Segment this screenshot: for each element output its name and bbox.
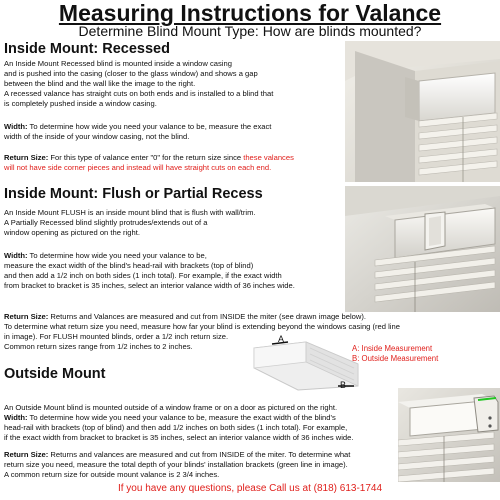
text-line: A common return size for outside mount valance is 2 3/4 inches. [4, 469, 220, 479]
legend-outside-measurement: B: Outside Measurement [352, 354, 439, 363]
text-line: A Partially Recessed blind slightly protrudes/extends out of a [4, 217, 208, 227]
text-line: Returns and valances are measured and cut from INSIDE of the miter. To determine what [48, 450, 351, 459]
text-line: head-rail with brackets (top of blind) and then add 1/2 inches on both sides (1 inch total). For example, [4, 422, 348, 432]
label-a: A [278, 334, 285, 344]
text-line: in image). For FLUSH mounted blinds, order a 1/2 inch return size. [4, 331, 229, 341]
text-line: Returns and Valances are measured and cut from INSIDE the miter (see drawn image below). [48, 312, 366, 321]
recessed-description [4, 59, 273, 109]
text-line: measure the exact width of the blind's head-rail with brackets (top of blind) [4, 260, 254, 270]
return-size-label: Return Size: [4, 153, 49, 162]
text-line: For this type of valance enter "0" for the return size since [48, 153, 244, 162]
text-line: To determine how wide you need your valance to be, measure the exact [27, 122, 272, 131]
outside-width-instructions [4, 413, 354, 443]
red-warning-text: these valances [243, 153, 294, 162]
text-line: between the blind and the wall like the image to the right. [4, 78, 196, 88]
section-heading-outside: Outside Mount [4, 366, 106, 382]
text-line: if the exact width from bracket to bracket is 35 inches, select an interior valance width of 36 inches wide. [4, 432, 354, 442]
flush-description [4, 208, 256, 238]
text-line: An Inside Mount FLUSH is an inside mount blind that is flush with wall/trim. [4, 208, 256, 217]
outside-blind-photo [398, 388, 500, 482]
text-line: To determine how wide you need your valance to be, [27, 251, 207, 260]
recessed-width-instructions [4, 122, 271, 142]
recessed-blind-photo [345, 41, 500, 182]
text-line: return size you need, measure the total depth of your blinds' installation brackets (green line in image). [4, 459, 348, 469]
width-label: Width: [4, 251, 28, 260]
return-size-label: Return Size: [4, 450, 49, 459]
flush-blind-photo [345, 186, 500, 312]
section-heading-recessed: Inside Mount: Recessed [4, 41, 170, 57]
flush-width-instructions [4, 251, 295, 291]
page-subtitle: Determine Blind Mount Type: How are blinds mounted? [78, 23, 422, 39]
text-line: To determine how wide you need your valance to be, measure the exact width of the blind's [27, 413, 336, 422]
text-line: An Inside Mount Recessed blind is mounted inside a window casing [4, 59, 232, 68]
outside-return-instructions [4, 450, 350, 480]
label-b: B [340, 380, 347, 390]
recessed-return-instructions [4, 153, 294, 173]
return-size-label: Return Size: [4, 312, 49, 321]
page-title: Measuring Instructions for Valance [58, 0, 442, 26]
text-line: An Outside Mount blind is mounted outside of a window frame or on a door as pictured on the right. [4, 403, 338, 412]
text-line: To determine what return size you need, measure how far your blind is extending beyond the windows casing (red line [4, 321, 400, 331]
red-warning-text: will not have side corner pieces and instead will have straight cuts on each end. [4, 162, 272, 172]
width-label: Width: [4, 122, 28, 131]
legend-inside-measurement: A: Inside Measurement [352, 344, 433, 353]
text-line: and is pushed into the casing (closer to the glass window) and shows a gap [4, 68, 258, 78]
contact-footer: If you have any questions, please Call us at (818) 613-1744 [117, 483, 383, 494]
section-heading-flush: Inside Mount: Flush or Partial Recess [4, 186, 263, 202]
text-line: window opening as pictured on the right. [4, 227, 140, 237]
text-line: A recessed valance has straight cuts on both ends and is installed to a blind that [4, 88, 274, 98]
text-line: from bracket to bracket is 35 inches, select an interior valance width of 36 inches wide. [4, 280, 295, 290]
text-line: width of the inside of your window casing, not the blind. [4, 131, 190, 141]
outside-description [4, 403, 337, 413]
text-line: Common return sizes range from 1/2 inches to 2 inches. [4, 341, 193, 351]
text-line: and then add a 1/2 inch on both sides (1 inch total). For example, if the exact width [4, 270, 282, 280]
width-label: Width: [4, 413, 28, 422]
text-line: is completely pushed inside a window casing. [4, 98, 157, 108]
